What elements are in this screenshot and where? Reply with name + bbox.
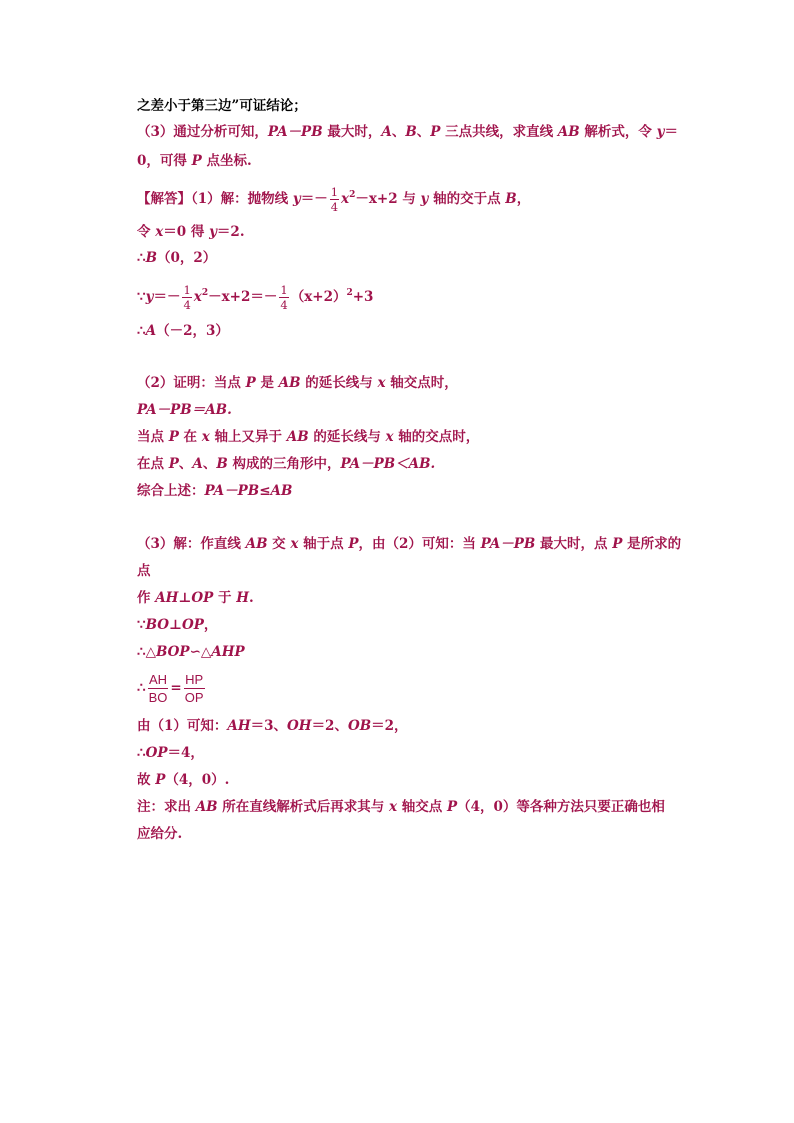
text: 轴上又异于 [209, 429, 287, 445]
math: B [505, 191, 517, 207]
math: B [145, 250, 158, 266]
math: P [168, 456, 179, 472]
text: 、 [391, 124, 406, 140]
math: P [430, 124, 441, 140]
text: 轴交点 [397, 799, 447, 815]
text-line-8 [137, 321, 229, 341]
math: x [155, 224, 164, 240]
text: （4，0）等各种方法只要正确也相 [457, 799, 665, 815]
text: 的延长线与 [300, 375, 378, 391]
text: 三点共线，求直线 [440, 124, 558, 140]
math: AB [245, 536, 268, 552]
math: PA－PB＝AB. [137, 402, 232, 418]
text-line-20 [137, 716, 408, 736]
text-line-5 [137, 222, 245, 242]
fraction: $\frac{1}{4}$ [330, 185, 339, 214]
math: OB [347, 718, 372, 734]
text: 0，可得 [137, 153, 192, 169]
text-line-3 [137, 151, 252, 171]
text-line-2 [137, 122, 678, 142]
text-line-4 [137, 178, 530, 216]
text: 于 [213, 590, 237, 606]
text: 最大时， [322, 124, 382, 140]
math: y [209, 224, 217, 240]
text-line-15 [137, 561, 151, 581]
text: 当点 [137, 429, 169, 445]
math: AB [557, 124, 580, 140]
text-line-10 [137, 400, 232, 420]
text: 在点 [137, 456, 169, 472]
math: A [381, 124, 392, 140]
text: 是 [255, 375, 279, 391]
fraction: $\frac{1}{4}$ [183, 283, 191, 312]
text: 轴交点时， [385, 375, 458, 391]
text: ＝－ [153, 289, 181, 305]
text: ， [516, 191, 531, 207]
text: 是所求的 [622, 536, 682, 552]
text: （3）解：作直线 [137, 536, 246, 552]
math: AHP [211, 644, 245, 660]
text: 轴的交点时， [393, 429, 480, 445]
math: P [446, 799, 458, 815]
text: 令 [137, 224, 156, 240]
math: x [377, 375, 386, 391]
text-line-1 [137, 96, 307, 116]
math: AB [286, 429, 309, 445]
text: 轴的交于点 [428, 191, 506, 207]
text: （3）通过分析可知， [137, 124, 268, 140]
exponent: 2 [346, 288, 353, 298]
text: 的延长线与 [308, 429, 386, 445]
text: ∴ [137, 323, 146, 339]
text: ∴ [137, 680, 146, 696]
text-line-6 [137, 248, 216, 268]
math: B [216, 456, 228, 472]
math: A [145, 323, 157, 339]
text: ＝－ [300, 191, 328, 207]
text-line-21 [137, 743, 204, 763]
text: ＝2. [216, 224, 245, 240]
text: ， [203, 617, 218, 633]
text: 、 [178, 456, 193, 472]
text: ＝ [664, 124, 678, 140]
math: P [612, 536, 623, 552]
math: AB [195, 799, 218, 815]
text: 由（1）可知： [137, 718, 228, 734]
text: 轴于点 [298, 536, 349, 552]
math: PA－PB [480, 536, 536, 552]
text: ，由（2）可知：当 [358, 536, 481, 552]
text: 最大时，点 [535, 536, 613, 552]
math: H [236, 590, 249, 606]
text-line-16 [137, 588, 254, 608]
text: 应给分. [137, 826, 183, 842]
text: （x+2） [290, 289, 347, 305]
text: 所在直线解析式后再求其与 [217, 799, 389, 815]
text-line-9 [137, 373, 458, 393]
text: －x+2＝－ [208, 289, 278, 305]
exponent: 2 [349, 190, 356, 200]
text: （0，2） [157, 250, 217, 266]
text: 、 [416, 124, 431, 140]
math: P [245, 375, 256, 391]
text: ＝2、 [311, 718, 348, 734]
text: ＝3、 [250, 718, 288, 734]
text: . [248, 590, 254, 606]
text: 构成的三角形中， [227, 456, 341, 472]
math: y [420, 191, 429, 207]
text: 解析式，令 [579, 124, 657, 140]
answer-label: 【解答】 [137, 191, 191, 207]
math: y [656, 124, 665, 140]
text-line-14 [137, 534, 681, 554]
text: 、 [202, 456, 217, 472]
math: BOP [155, 644, 190, 660]
math: PA－PB [267, 124, 323, 140]
text: ∵ [137, 289, 146, 305]
math: OH [287, 718, 312, 734]
math: PA－PB＜AB. [340, 456, 436, 472]
text: ∴ [137, 745, 146, 761]
text-line-19 [137, 668, 207, 708]
text: 之差小于第三边”可证结论； [137, 98, 307, 114]
text-line-13 [137, 481, 292, 501]
math: P [191, 153, 202, 169]
exponent: 2 [201, 288, 209, 298]
text: 点 [137, 563, 151, 579]
math: x [290, 536, 299, 552]
text-line-24 [137, 824, 182, 844]
text: （－2，3） [156, 323, 229, 339]
text-line-22 [137, 770, 229, 790]
fraction: $\frac{1}{4}$ [280, 283, 288, 312]
text: 在 [178, 429, 202, 445]
text: ＝4， [167, 745, 204, 761]
math: x [389, 799, 398, 815]
math: B [405, 124, 417, 140]
math: AB [278, 375, 301, 391]
text-line-12 [137, 454, 435, 474]
text-line-23 [137, 797, 665, 817]
text: 综合上述： [137, 483, 205, 499]
math: AH [227, 718, 251, 734]
fraction: $\frac{AH}{BO}$ [148, 672, 168, 705]
text: 故 [137, 772, 156, 788]
math: AH⊥OP [155, 590, 214, 606]
text: ∽△ [189, 644, 212, 660]
math: BO⊥OP [145, 617, 204, 633]
text: －x+2 与 [355, 191, 421, 207]
math: A [192, 456, 203, 472]
text: 作 [137, 590, 156, 606]
fraction: $\frac{HP}{OP}$ [184, 672, 204, 705]
math: x [341, 191, 350, 207]
math: P [155, 772, 166, 788]
text: ∴△ [137, 644, 156, 660]
math: y [292, 191, 301, 207]
text: ＝0 得 [163, 224, 210, 240]
text: 交 [267, 536, 291, 552]
text: （1）解：抛物线 [191, 191, 293, 207]
text: +3 [352, 289, 374, 305]
math: PA－PB≤AB [204, 483, 293, 499]
math: OP [145, 745, 168, 761]
math: x [193, 289, 202, 305]
math: P [168, 429, 179, 445]
text: 注：求出 [137, 799, 196, 815]
text: 点坐标. [201, 153, 252, 169]
math: P [348, 536, 359, 552]
math: x [201, 429, 210, 445]
math: x [385, 429, 394, 445]
equals-sign: = [170, 680, 182, 696]
text-line-17 [137, 615, 217, 635]
text: ∴ [137, 250, 146, 266]
text-line-11 [137, 427, 479, 447]
math: y [145, 289, 154, 305]
text: ∵ [137, 617, 146, 633]
text: （4，0）. [165, 772, 230, 788]
text: ＝2， [371, 718, 408, 734]
text: （2）证明：当点 [137, 375, 246, 391]
text-line-18 [137, 642, 245, 662]
text-line-7 [137, 276, 373, 314]
